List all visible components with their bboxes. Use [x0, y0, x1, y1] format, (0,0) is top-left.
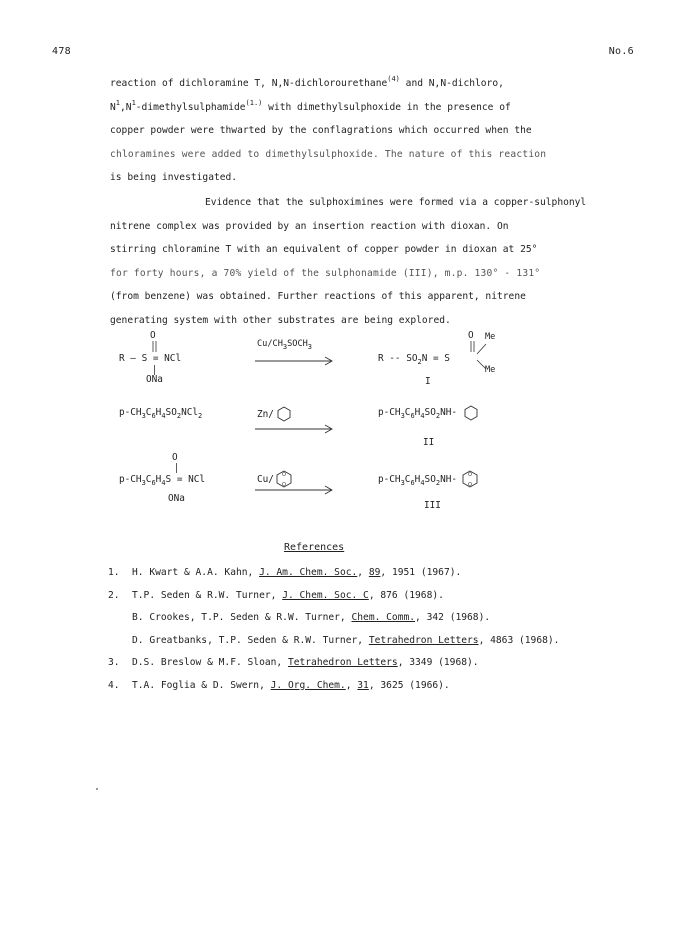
text-line: for forty hours, a 70% yield of the sulphonamide (III), m.p. 130° - 131°: [110, 267, 541, 279]
oxygen-label: O: [150, 330, 156, 341]
speck-mark: [96, 788, 98, 790]
product-dioxanyl-sulphonamide: $p-CH_3C_6H_4SO_2NH-$: [378, 474, 457, 487]
product-cyclohexyl-sulphonamide: $p-CH_3C_6H_4SO_2NH-$: [378, 407, 457, 420]
svg-text:O: O: [468, 482, 472, 488]
reference-text: T.A. Foglia & D. Swern, J. Org. Chem., 31, 3625 (1966).: [132, 679, 450, 691]
double-bond-icon: [150, 340, 160, 354]
reactant-dichloramine: $p-CH_3C_6H_4SO_2NCl_2$: [119, 407, 203, 420]
reaction-arrow-icon: [255, 424, 335, 434]
page-number: 478: [52, 46, 71, 57]
reactant-chloramine-t: $p-CH_3C_6H_4S$ = NCl: [119, 474, 206, 487]
references-heading: References: [284, 542, 345, 553]
reference-item: [108, 585, 559, 608]
oxygen-label: O: [468, 330, 474, 341]
reference-number: [108, 607, 132, 630]
text-line: nitrene complex was provided by an insertion reaction with dioxan. On: [110, 220, 509, 232]
dioxanyl-icon: [460, 468, 480, 490]
svg-text:O: O: [282, 472, 286, 478]
reference-text: T.P. Seden & R.W. Turner, J. Chem. Soc. C, 876 (1968).: [132, 589, 444, 601]
reference-item: [108, 607, 559, 630]
reference-text: B. Crookes, T.P. Seden & R.W. Turner, Chem. Comm., 342 (1968).: [132, 612, 491, 624]
compound-label-III: III: [424, 500, 441, 511]
reagent-label: $Cu/CH_3SOCH_3$: [257, 339, 313, 351]
reference-number: 2.: [108, 589, 120, 601]
reactant-sulphinamide: R — S = NCl: [119, 353, 182, 364]
svg-text:O: O: [468, 472, 472, 478]
text-line: stirring chloramine T with an equivalent of copper powder in dioxan at 25°: [110, 244, 538, 256]
text-line: reaction of dichloramine T, N,N-dichlorourethane$^{(4)}$ and N,N-dichloro,: [110, 75, 504, 89]
reference-text: D.S. Breslow & M.F. Sloan, Tetrahedron Letters, 3349 (1968).: [132, 657, 479, 669]
compound-label-I: I: [425, 376, 431, 387]
sodium-oxide-label: ONa: [146, 374, 163, 385]
reference-item: [108, 562, 559, 585]
text-line: chloramines were added to dimethylsulphoxide. The nature of this reaction: [110, 148, 547, 160]
product-sulphoximine: $R -- SO_2N = S$: [378, 353, 450, 366]
references-list: [108, 562, 559, 698]
reference-number: 4.: [108, 679, 120, 691]
reference-text: D. Greatbanks, T.P. Seden & R.W. Turner, Tetrahedron Letters, 4863 (1968).: [132, 634, 560, 646]
reference-text: H. Kwart & A.A. Kahn, J. Am. Chem. Soc., 89, 1951 (1967).: [132, 567, 462, 578]
text-line: copper powder were thwarted by the conflagrations which occurred when the: [110, 125, 532, 137]
reference-number: [108, 630, 132, 653]
compound-label-II: II: [423, 437, 435, 448]
reference-number: 3.: [108, 657, 120, 669]
reaction-arrow-icon: [255, 485, 335, 495]
text-line: $N^1,N^1-dimethylsulphamide^{(1.)}$ with dimethylsulphoxide in the presence of: [110, 98, 511, 113]
sodium-oxide-label: ONa: [168, 493, 185, 504]
svg-text:O: O: [282, 482, 286, 488]
text-line: Evidence that the sulphoximines were formed via a copper-sulphonyl: [205, 197, 587, 208]
reagent-label: Zn/: [257, 409, 274, 420]
issue-number: No.6: [608, 46, 634, 57]
single-bond-icon: [172, 462, 182, 474]
reference-item: [108, 675, 559, 698]
cyclohexyl-icon: [462, 404, 480, 422]
cyclohexane-icon: [276, 406, 292, 422]
text-line: is being investigated.: [110, 172, 238, 184]
reference-item: [108, 630, 559, 653]
reference-item: [108, 652, 559, 675]
text-line: (from benzene) was obtained. Further reactions of this apparent, nitrene: [110, 291, 526, 303]
methyl-label: Me: [485, 365, 496, 375]
reaction-arrow-icon: [255, 356, 335, 366]
oxygen-label: O: [172, 452, 178, 463]
reagent-label: Cu/: [257, 474, 274, 485]
reference-number: 1.: [108, 567, 120, 578]
text-line: generating system with other substrates are being explored.: [110, 314, 451, 326]
methyl-label: Me: [485, 332, 496, 342]
